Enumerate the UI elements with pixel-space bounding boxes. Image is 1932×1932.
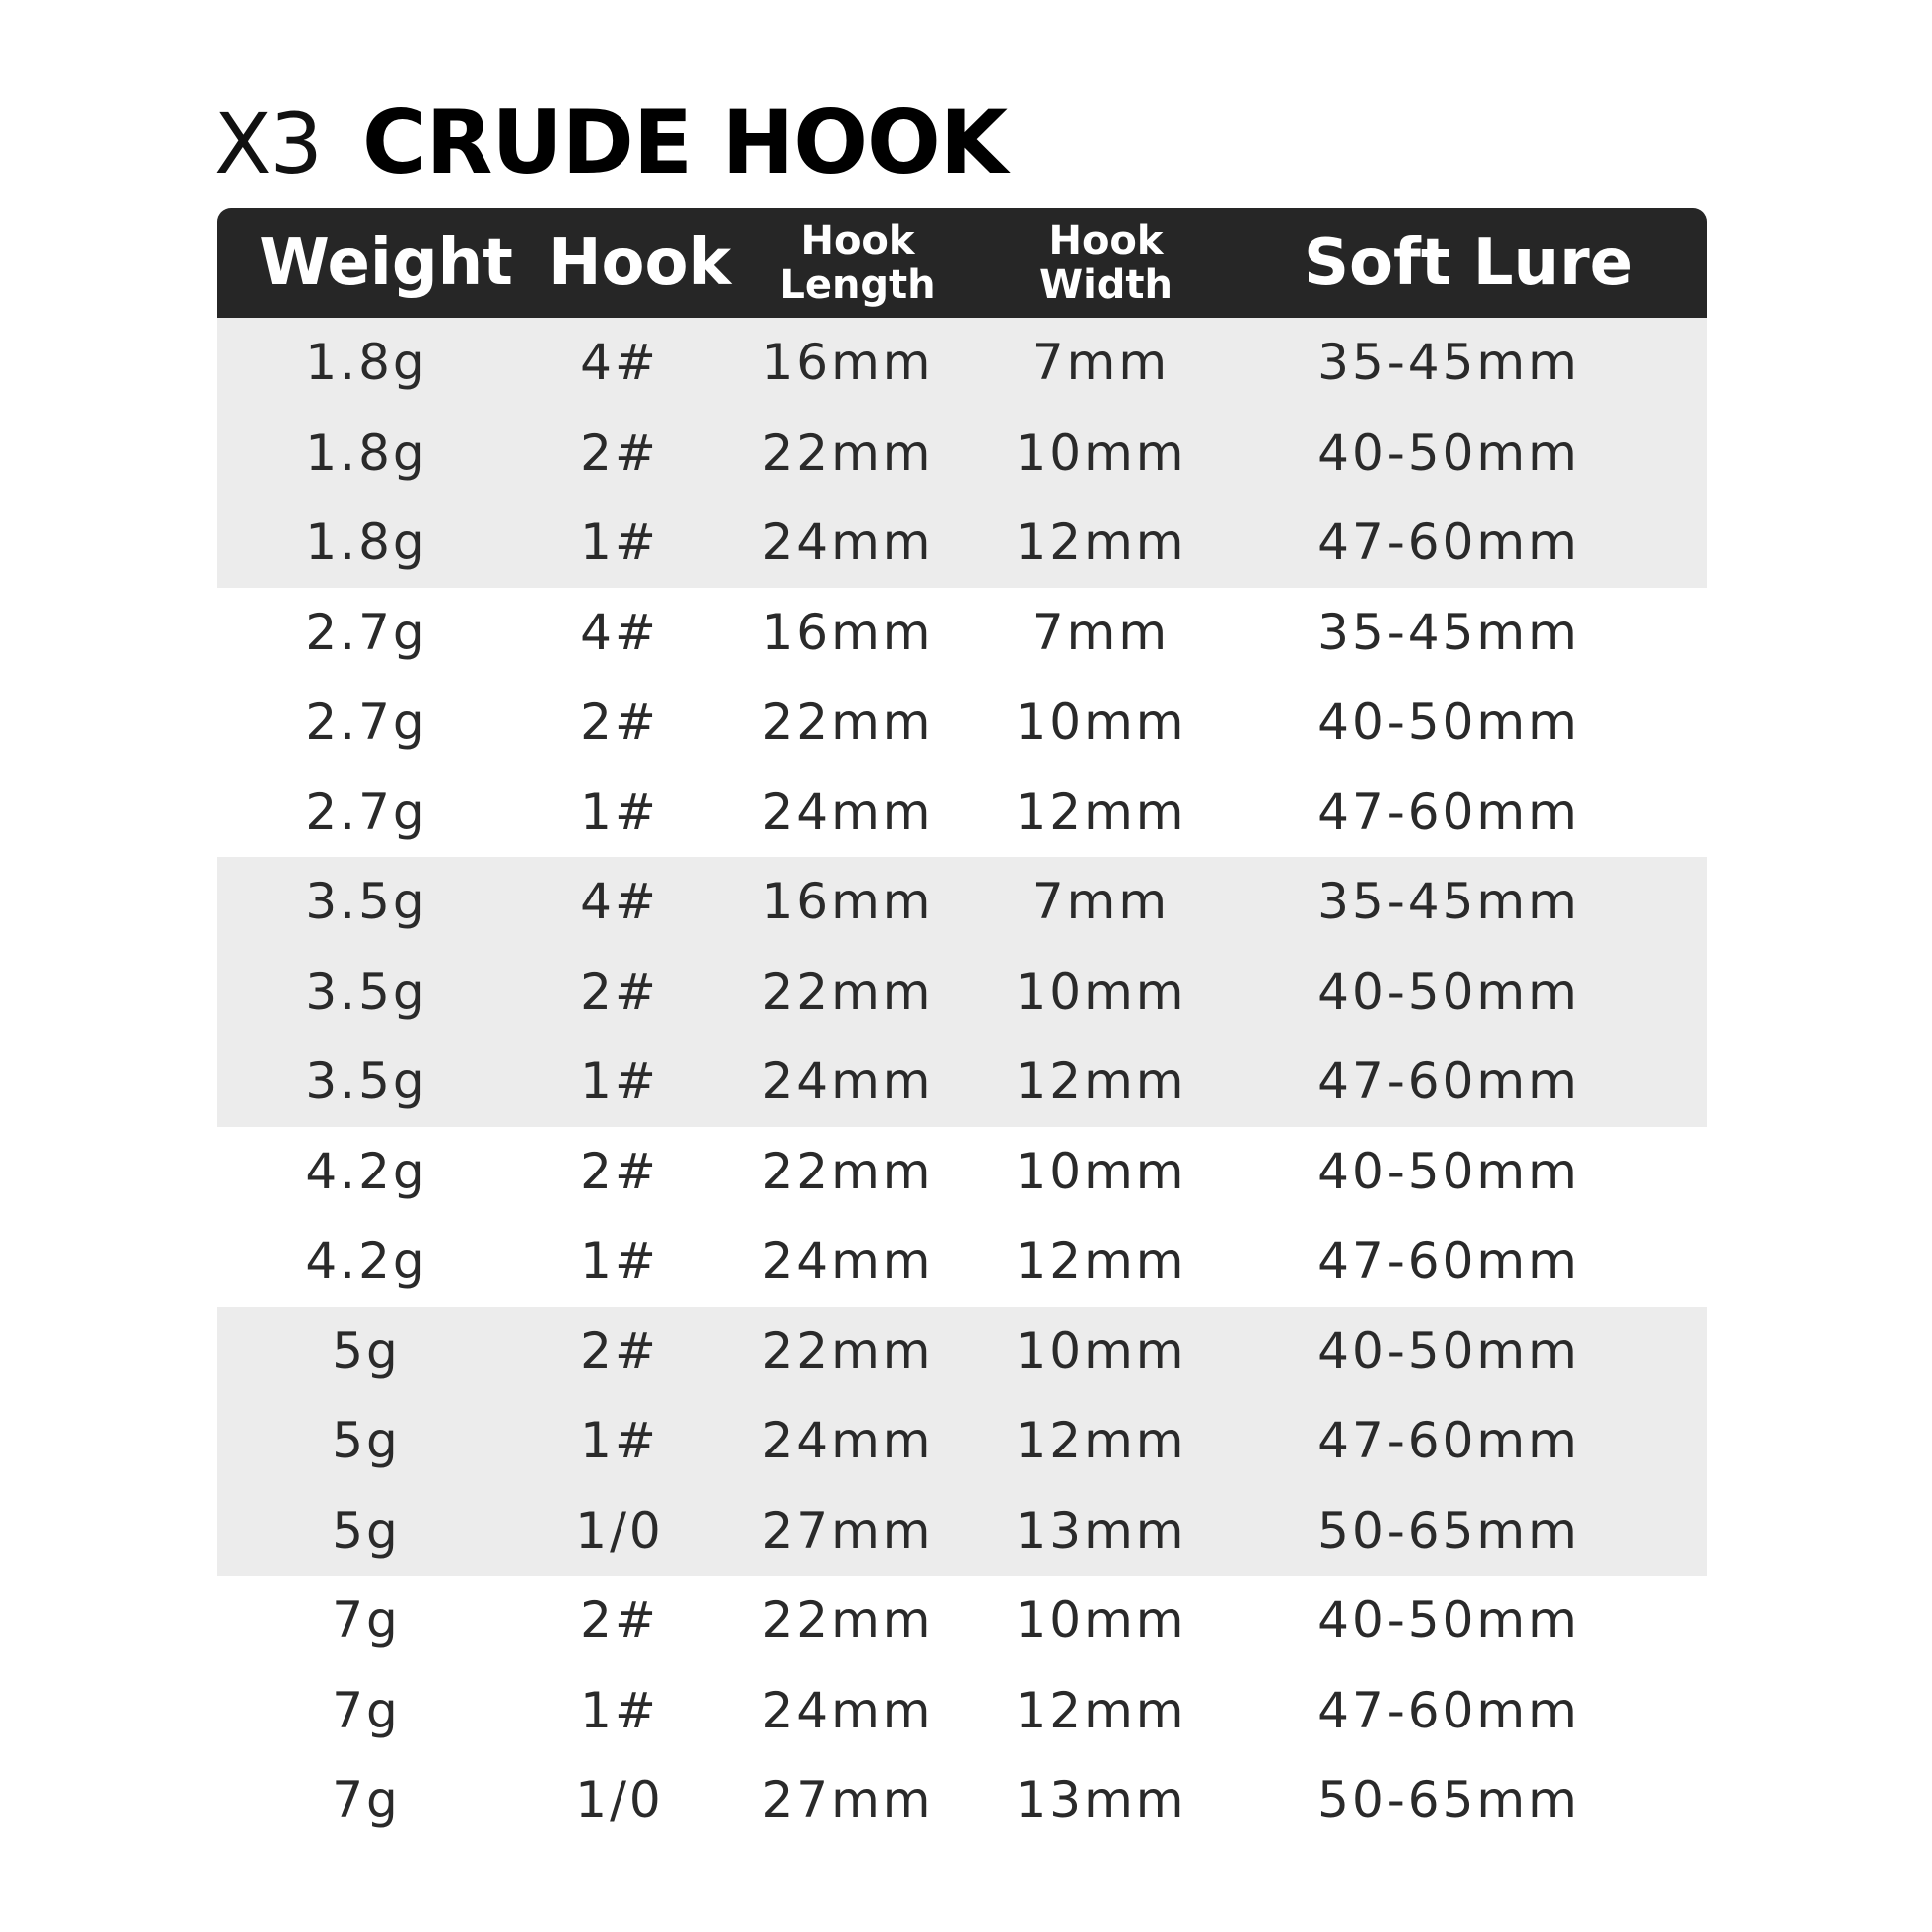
- cell-hook-length: 24mm: [761, 1232, 934, 1291]
- table-row: [217, 1396, 1707, 1486]
- header-weight: Weight: [259, 226, 513, 300]
- cell-weight: 1.8g: [305, 334, 428, 392]
- table-row: [217, 1127, 1707, 1217]
- cell-weight: 7g: [332, 1771, 401, 1830]
- cell-soft-lure: 47-60mm: [1317, 513, 1580, 572]
- table-row: [217, 588, 1707, 678]
- cell-soft-lure: 50-65mm: [1317, 1771, 1580, 1830]
- table-header: [217, 208, 1707, 318]
- table-row: [217, 1755, 1707, 1846]
- cell-soft-lure: 40-50mm: [1317, 1321, 1580, 1380]
- header-soft-lure: Soft Lure: [1303, 226, 1634, 300]
- cell-weight: 2.7g: [305, 693, 428, 752]
- cell-hook-length: 24mm: [761, 513, 934, 572]
- cell-hook-width: 10mm: [1015, 693, 1187, 752]
- cell-soft-lure: 47-60mm: [1317, 1232, 1580, 1291]
- table-row: [217, 1307, 1707, 1397]
- cell-hook-length: 22mm: [761, 1142, 934, 1200]
- cell-hook-length: 22mm: [761, 423, 934, 482]
- cell-weight: 5g: [332, 1412, 401, 1470]
- cell-soft-lure: 47-60mm: [1317, 782, 1580, 841]
- cell-weight: 7g: [332, 1681, 401, 1739]
- cell-soft-lure: 35-45mm: [1317, 334, 1580, 392]
- cell-hook-width: 10mm: [1015, 423, 1187, 482]
- cell-hook: 2#: [580, 962, 659, 1021]
- table-row: [217, 1666, 1707, 1756]
- table-row: [217, 1036, 1707, 1127]
- cell-hook: 4#: [580, 334, 659, 392]
- header-hook: Hook: [547, 226, 732, 300]
- cell-hook-length: 22mm: [761, 693, 934, 752]
- cell-weight: 7g: [332, 1591, 401, 1650]
- cell-hook-width: 7mm: [1032, 603, 1171, 661]
- header-hook-length: Hook Length: [779, 218, 936, 308]
- row-group: [217, 588, 1707, 858]
- table-row: [217, 318, 1707, 408]
- cell-hook-width: 12mm: [1015, 1681, 1187, 1739]
- cell-hook-length: 24mm: [761, 1052, 934, 1111]
- table-row: [217, 1576, 1707, 1666]
- cell-hook: 4#: [580, 873, 659, 931]
- cell-hook-width: 7mm: [1032, 334, 1171, 392]
- table-row: [217, 857, 1707, 947]
- cell-hook-width: 12mm: [1015, 1232, 1187, 1291]
- cell-hook: 1#: [580, 1232, 659, 1291]
- cell-hook: 1#: [580, 513, 659, 572]
- cell-hook: 2#: [580, 1142, 659, 1200]
- cell-hook-length: 24mm: [761, 1681, 934, 1739]
- cell-hook-width: 13mm: [1015, 1501, 1187, 1560]
- cell-weight: 2.7g: [305, 782, 428, 841]
- cell-hook-width: 7mm: [1032, 873, 1171, 931]
- cell-soft-lure: 47-60mm: [1317, 1412, 1580, 1470]
- cell-hook: 2#: [580, 693, 659, 752]
- cell-hook-length: 16mm: [761, 873, 934, 931]
- table-row: [217, 767, 1707, 858]
- table-row: [217, 408, 1707, 498]
- cell-soft-lure: 40-50mm: [1317, 693, 1580, 752]
- cell-hook-length: 24mm: [761, 1412, 934, 1470]
- cell-weight: 3.5g: [305, 873, 428, 931]
- cell-weight: 5g: [332, 1501, 401, 1560]
- cell-hook-length: 27mm: [761, 1771, 934, 1830]
- cell-hook-width: 10mm: [1015, 1591, 1187, 1650]
- cell-soft-lure: 50-65mm: [1317, 1501, 1580, 1560]
- cell-hook: 1#: [580, 1412, 659, 1470]
- table-body: [217, 318, 1707, 1846]
- cell-weight: 4.2g: [305, 1232, 428, 1291]
- cell-weight: 3.5g: [305, 1052, 428, 1111]
- cell-weight: 1.8g: [305, 513, 428, 572]
- cell-hook-width: 10mm: [1015, 962, 1187, 1021]
- table-row: [217, 947, 1707, 1037]
- cell-soft-lure: 47-60mm: [1317, 1052, 1580, 1111]
- row-group: [217, 318, 1707, 588]
- cell-hook: 2#: [580, 1591, 659, 1650]
- cell-hook: 2#: [580, 423, 659, 482]
- cell-hook-width: 10mm: [1015, 1321, 1187, 1380]
- cell-weight: 5g: [332, 1321, 401, 1380]
- cell-hook-length: 22mm: [761, 1321, 934, 1380]
- cell-soft-lure: 40-50mm: [1317, 962, 1580, 1021]
- cell-hook: 1#: [580, 1052, 659, 1111]
- table-row: [217, 1486, 1707, 1577]
- cell-hook-width: 12mm: [1015, 782, 1187, 841]
- cell-soft-lure: 40-50mm: [1317, 423, 1580, 482]
- cell-hook-length: 16mm: [761, 334, 934, 392]
- title-main: CRUDE HOOK: [362, 91, 1008, 194]
- cell-hook-width: 12mm: [1015, 1412, 1187, 1470]
- cell-hook-width: 12mm: [1015, 513, 1187, 572]
- cell-soft-lure: 47-60mm: [1317, 1681, 1580, 1739]
- cell-hook: 1#: [580, 1681, 659, 1739]
- row-group: [217, 1127, 1707, 1307]
- cell-soft-lure: 40-50mm: [1317, 1142, 1580, 1200]
- cell-soft-lure: 35-45mm: [1317, 873, 1580, 931]
- cell-weight: 3.5g: [305, 962, 428, 1021]
- cell-hook: 1/0: [575, 1771, 664, 1830]
- header-hook-width: Hook Width: [1038, 218, 1173, 308]
- cell-hook-length: 22mm: [761, 1591, 934, 1650]
- spec-table: [217, 208, 1707, 1846]
- table-row: [217, 1216, 1707, 1307]
- page-title: [214, 91, 1007, 201]
- cell-hook-length: 27mm: [761, 1501, 934, 1560]
- cell-hook: 1/0: [575, 1501, 664, 1560]
- cell-hook-width: 13mm: [1015, 1771, 1187, 1830]
- cell-weight: 4.2g: [305, 1142, 428, 1200]
- cell-soft-lure: 40-50mm: [1317, 1591, 1580, 1650]
- table-row: [217, 677, 1707, 767]
- cell-hook-width: 10mm: [1015, 1142, 1187, 1200]
- cell-soft-lure: 35-45mm: [1317, 603, 1580, 661]
- cell-hook-length: 24mm: [761, 782, 934, 841]
- table-row: [217, 497, 1707, 588]
- cell-hook: 1#: [580, 782, 659, 841]
- cell-hook-length: 16mm: [761, 603, 934, 661]
- title-prefix: X3: [214, 95, 321, 193]
- cell-weight: 1.8g: [305, 423, 428, 482]
- cell-hook-width: 12mm: [1015, 1052, 1187, 1111]
- cell-hook: 2#: [580, 1321, 659, 1380]
- cell-hook: 4#: [580, 603, 659, 661]
- row-group: [217, 1576, 1707, 1846]
- row-group: [217, 1307, 1707, 1577]
- cell-hook-length: 22mm: [761, 962, 934, 1021]
- cell-weight: 2.7g: [305, 603, 428, 661]
- row-group: [217, 857, 1707, 1127]
